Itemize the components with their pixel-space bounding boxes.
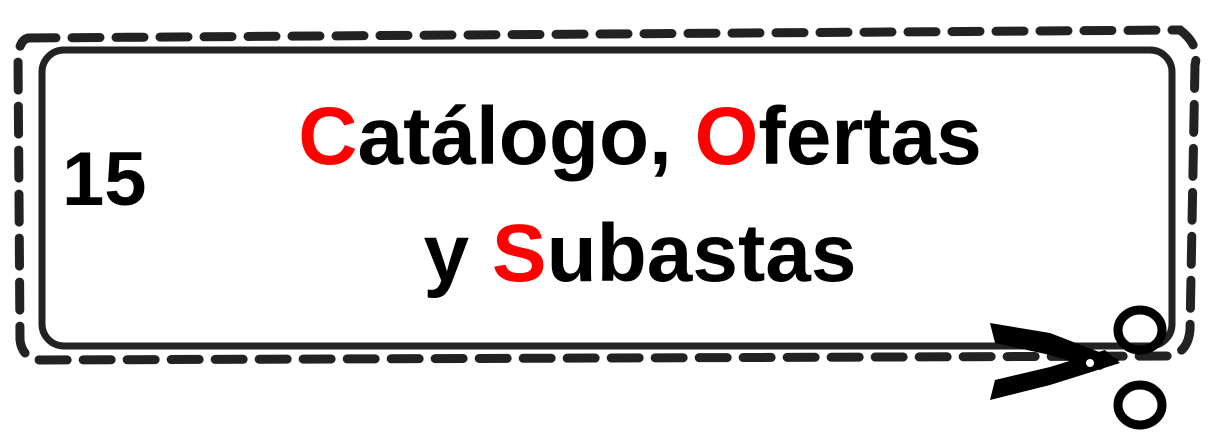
coupon-number: 15 — [62, 137, 147, 222]
scissors-icon — [990, 310, 1162, 425]
title-text: atálogo, — [357, 91, 695, 182]
title-initial-s: S — [491, 208, 547, 299]
title-initial-c: C — [298, 91, 358, 182]
title-line-2 — [195, 208, 1085, 299]
title-text: fertas — [758, 91, 982, 182]
title-text: ubastas — [546, 208, 857, 299]
dashed-cut-line — [18, 30, 1196, 360]
title-initial-o: O — [694, 91, 759, 182]
title-line-1 — [195, 91, 1085, 182]
title-text: y — [423, 208, 492, 299]
